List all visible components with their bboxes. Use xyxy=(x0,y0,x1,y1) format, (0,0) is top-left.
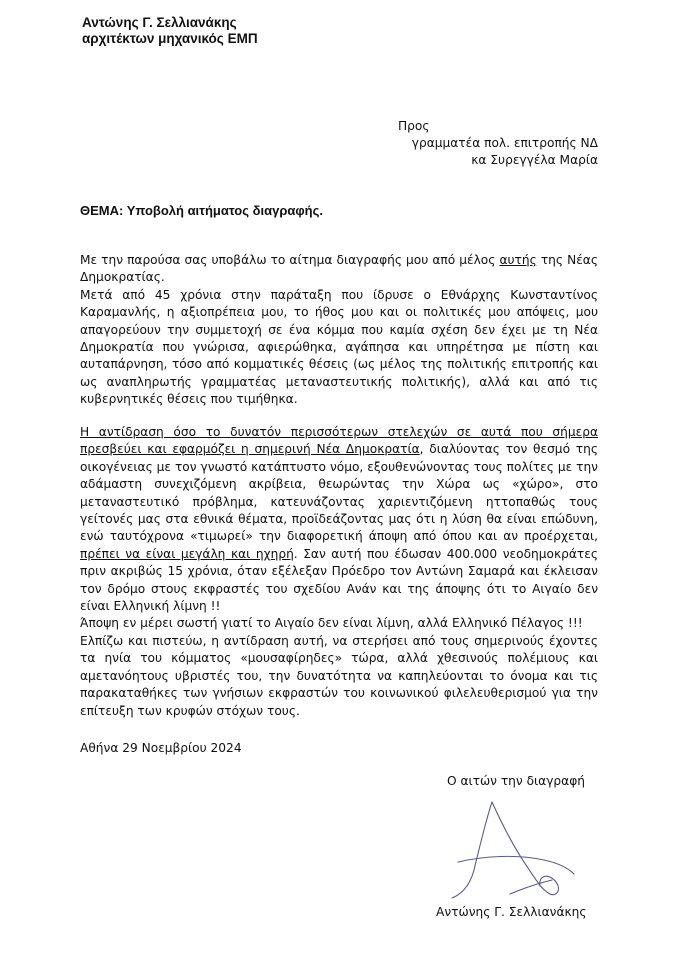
p2-underlined-b: πρέπει να είναι μεγάλη και ηχηρή xyxy=(80,546,294,561)
p1-underlined: αυτής xyxy=(499,253,537,267)
letter-date: Αθήνα 29 Νοεμβρίου 2024 xyxy=(80,741,242,755)
p1-text-a: Με την παρούσα σας υποβάλω το αίτημα διαγραφής μου από μέλος xyxy=(80,253,500,267)
p2-underlined-a: Η αντίδραση όσο το δυνατόν περισσότερων στελεχών σε αυτά που σήμερα πρεσβεύει και εφαρμόζει η σημερινή Νέα Δημοκρατία xyxy=(80,425,598,457)
paragraph-1 xyxy=(80,252,598,409)
paragraph-2 xyxy=(80,424,598,720)
p1-text-c: Μετά από 45 χρόνια στην παράταξη που ίδρυσε ο Εθνάρχης Κωνσταντίνος Καραμανλής, η αξιοπρέπεια μου, το ήθος μου και οι πολιτικές μου απόψεις, μου απαγορεύουν την συμμετοχή σε ένα κόμμα που καμία σχέση δεν έχει με τη Νέα Δημοκρατία που γνώρισα, αφιερώθηκα, αγάπησα και υπηρέτησα με πίστη και αυταπάρνηση, τόσο από κομματικές θέσεις (ως μέλος της πολιτικής επιτροπής και ως αναπληρωτής γραμματέας μεταναστευτικής πολιτικής), αλλά και από τις κυβερνητικές θέσεις που τιμήθηκα. xyxy=(80,287,598,407)
p2-text-c: Άποψη εν μέρει σωστή γιατί το Αιγαίο δεν είναι λίμνη, αλλά Ελληνικό Πέλαγος !!! xyxy=(80,616,583,631)
p1-text-b: της Νέας Δημοκρατίας. xyxy=(80,253,598,285)
p2-text-a: , διαλύοντας τον θεσμό της οικογένειας με τον γνωστό κατάπτυστο νόμο, εξουθενώνοντας τους πολίτες με την αδάμαστη συνεχιζόμενη ακρίβεια, θεωρώντας την Χώρα ως «χώρο», στο μεταναστευτικό πρόβλημα, κατευνάζοντας χαριεντιζόμενη ηττοπαθώς τους γείτονές μας στα εθνικά θέματα, προϊδεάζοντας μας ότι η λύση θα είναι επώδυνη, ενώ ταυτόχρονα «τιμωρεί» την διαφορετική άποψη από όπου και αν προέρχεται, xyxy=(80,442,598,544)
closing-line: Ο αιτών την διαγραφή xyxy=(447,774,585,788)
signature-name: Αντώνης Γ. Σελλιανάκης xyxy=(436,905,587,919)
handwritten-signature xyxy=(440,790,600,905)
p2-text-b: . Σαν αυτή που έδωσαν 400.000 νεοδημοκράτες πριν ακριβώς 15 χρόνια, όταν εξέλεξαν Πρόεδρο τον Αντώνη Σαμαρά και έκλεισαν τον δρόμο στους εκφραστές του σχεδίου Ανάν και της άποψης ότι το Αιγαίο δεν είναι Ελληνική λίμνη !! xyxy=(80,546,598,614)
recipient-block xyxy=(380,118,598,169)
recipient-line-2: γραμματέα πολ. επιτροπής ΝΔ xyxy=(411,136,598,150)
recipient-line-1: Προς xyxy=(398,119,430,133)
letterhead-name: Αντώνης Γ. Σελλιανάκης xyxy=(82,15,237,30)
p2-text-d: Ελπίζω και πιστεύω, η αντίδραση αυτή, να στερήσει από τους σημερινούς έχοντες τα ηνία του κόμματος «μουσαφίρηδες» τώρα, αλλά χθεσινούς πολέμιους και αμετανόητους υβριστές του, την δυνατότητα να καπηλεύονται το όνομα και τις παρακαταθήκες των γνήσιων εκφραστών του κοινωνικού φιλελευθερισμού για την επίτευξη των κρυφών στόχων τους. xyxy=(80,633,598,718)
letterhead-title: αρχιτέκτων μηχανικός ΕΜΠ xyxy=(82,31,258,46)
recipient-line-3: κα Συρεγγέλα Μαρία xyxy=(471,153,598,167)
subject-line: ΘΕΜΑ: Υποβολή αιτήματος διαγραφής. xyxy=(80,203,323,218)
letterhead xyxy=(82,15,258,47)
